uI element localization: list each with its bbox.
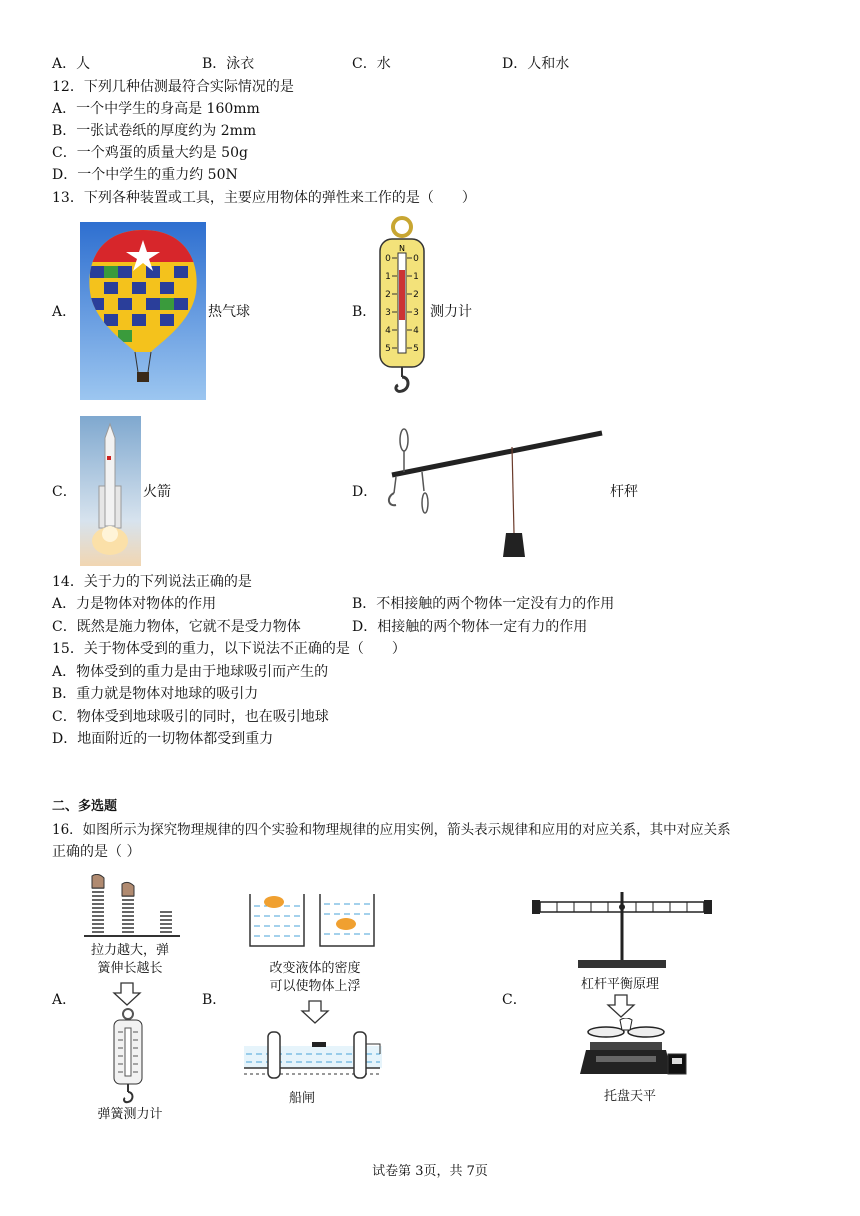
q16-c-bottom: 托盘天平 (603, 1089, 656, 1104)
hot-air-balloon-image (80, 222, 206, 400)
tray-balance-image (580, 1018, 688, 1084)
steelyard-image (382, 425, 607, 565)
q12-option-b: B．一张试卷纸的厚度约为 2mm (52, 123, 257, 139)
page-footer: 试卷第 3页，共 7页 (372, 1164, 488, 1179)
spring-scale-small-image (108, 1008, 148, 1104)
q14-option-b: B．不相接触的两个物体一定没有力的作用 (352, 596, 615, 612)
q16-stem-line2: 正确的是（ ） (52, 844, 141, 860)
beakers-egg-image (246, 892, 382, 950)
ship-lock-image (242, 1028, 384, 1086)
q13-letter-d: D． (352, 484, 378, 500)
scale-number-right: 2 (413, 290, 419, 300)
q12-option-a: A．一个中学生的身高是 160mm (52, 101, 260, 117)
q13-letter-b: B． (352, 304, 377, 320)
q15-option-a: A．物体受到的重力是由于地球吸引而产生的 (52, 664, 329, 680)
q16-a-bottom: 弹簧测力计 (97, 1107, 163, 1122)
scale-number-left: 5 (385, 344, 391, 354)
q16-letter-c: C． (502, 992, 527, 1008)
q13-stem: 13．下列各种装置或工具，主要应用物体的弹性来工作的是（ ） (52, 190, 476, 206)
scale-unit-label: N (399, 244, 405, 253)
down-arrow-icon (606, 994, 636, 1018)
scale-number-right: 1 (413, 272, 419, 282)
q11-option-d: D．人和水 (502, 56, 570, 72)
scale-number-right: 3 (413, 308, 419, 318)
section-title: 二、多选题 (52, 799, 118, 814)
scale-number-left: 2 (385, 290, 391, 300)
q16-c-top: 杠杆平衡原理 (580, 977, 659, 992)
q14-option-a: A．力是物体对物体的作用 (52, 596, 217, 612)
q16-b-top-line1: 改变液体的密度 (269, 961, 361, 976)
q11-option-a: A．人 (52, 56, 91, 72)
q14-stem: 14．关于力的下列说法正确的是 (52, 574, 252, 590)
q11-option-b: B．泳衣 (202, 56, 255, 72)
q16-letter-a: A． (52, 992, 77, 1008)
scale-number-right: 4 (413, 326, 419, 336)
scale-number-left: 3 (385, 308, 391, 318)
q15-option-b: B．重力就是物体对地球的吸引力 (52, 686, 259, 702)
rocket-image (80, 416, 141, 566)
q13-letter-c: C． (52, 484, 77, 500)
q13-label-b: 测力计 (430, 304, 472, 320)
spring-scale-image (376, 215, 428, 405)
q16-stem-line1: 16．如图所示为探究物理规律的四个实验和物理规律的应用实例，箭头表示规律和应用的对应关系，其中对应关系 (52, 822, 731, 838)
q11-option-c: C．水 (352, 56, 391, 72)
scale-number-left: 4 (385, 326, 391, 336)
scale-number-left: 0 (385, 254, 391, 264)
q13-label-a: 热气球 (208, 304, 250, 320)
q16-a-top-line2: 簧伸长越长 (97, 961, 163, 976)
q12-stem: 12．下列几种估测最符合实际情况的是 (52, 79, 294, 95)
q15-stem: 15．关于物体受到的重力，以下说法不正确的是（ ） (52, 641, 406, 657)
q12-option-c: C．一个鸡蛋的质量大约是 50g (52, 145, 248, 161)
q12-option-d: D．一个中学生的重力约 50N (52, 167, 238, 183)
q14-option-d: D．相接触的两个物体一定有力的作用 (352, 619, 588, 635)
lever-balance-image (530, 890, 714, 970)
q16-a-top-line1: 拉力越大，弹 (90, 943, 169, 958)
down-arrow-icon (300, 1000, 330, 1024)
down-arrow-icon (112, 982, 142, 1006)
q15-option-c: C．物体受到地球吸引的同时，也在吸引地球 (52, 709, 329, 725)
q13-label-c: 火箭 (143, 484, 171, 500)
scale-number-left: 1 (385, 272, 391, 282)
q14-option-c: C．既然是施力物体，它就不是受力物体 (52, 619, 301, 635)
q16-b-bottom: 船闸 (288, 1091, 315, 1106)
q15-option-d: D．地面附近的一切物体都受到重力 (52, 731, 274, 747)
springs-stretch-image (82, 874, 182, 940)
q16-letter-b: B． (202, 992, 227, 1008)
q13-label-d: 杆秤 (610, 484, 638, 500)
scale-number-right: 0 (413, 254, 419, 264)
q13-letter-a: A． (52, 304, 77, 320)
scale-number-right: 5 (413, 344, 419, 354)
q16-b-top-line2: 可以使物体上浮 (269, 979, 361, 994)
